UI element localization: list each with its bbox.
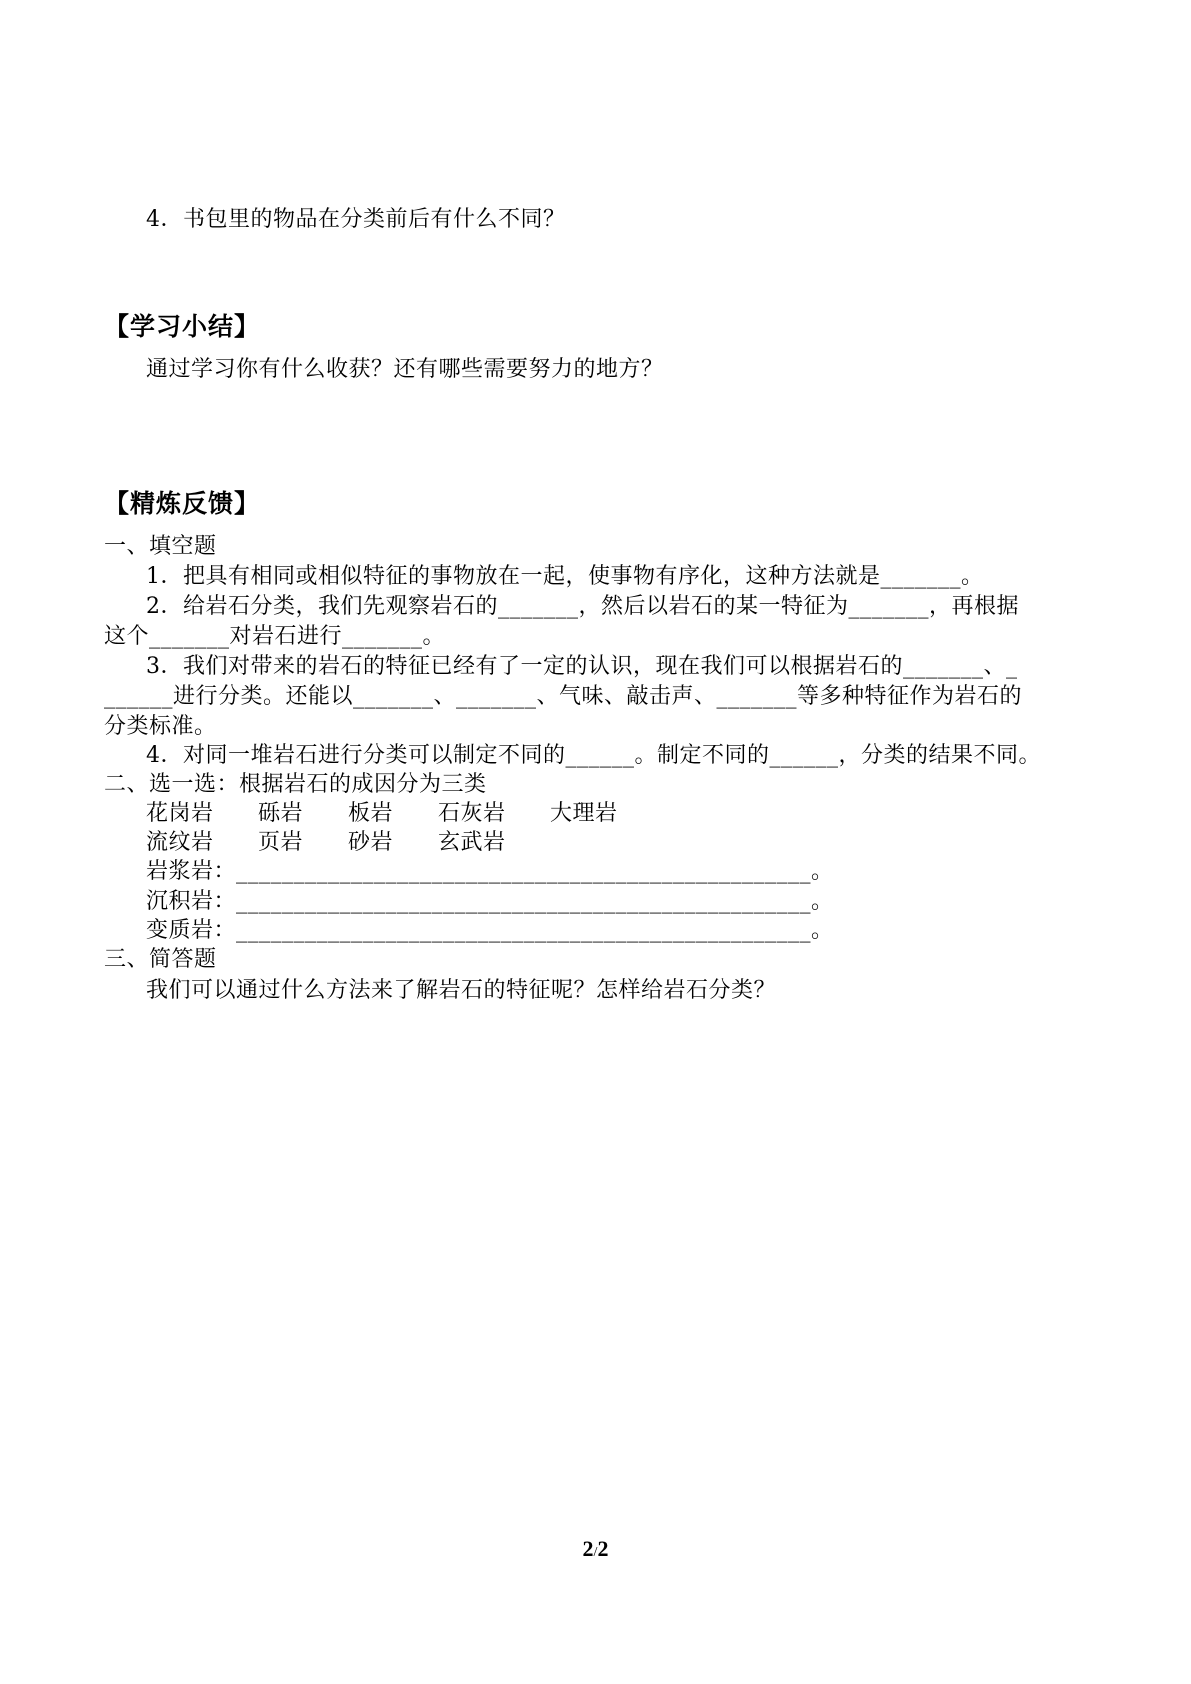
rock-name: 板岩 xyxy=(348,801,394,826)
rock-name: 玄武岩 xyxy=(438,830,506,855)
fill-blank-q2-line1: 2．给岩石分类，我们先观察岩石的_______，然后以岩石的某一特征为_______，再根据 xyxy=(146,594,1019,619)
fill-blank-q3-line3: 分类标准。 xyxy=(104,714,217,739)
rock-name: 页岩 xyxy=(258,830,304,855)
sedimentary-rock-answer: 沉积岩：__________________________________________________。 xyxy=(146,889,834,914)
rock-name: 石灰岩 xyxy=(438,801,506,826)
page-separator: / xyxy=(593,1545,598,1560)
rock-name: 砂岩 xyxy=(348,830,394,855)
summary-heading: 【学习小结】 xyxy=(104,312,261,341)
choose-title: 二、选一选：根据岩石的成因分为三类 xyxy=(104,772,487,797)
feedback-heading: 【精炼反馈】 xyxy=(104,489,261,518)
short-answer-question: 我们可以通过什么方法来了解岩石的特征呢？怎样给岩石分类？ xyxy=(146,978,777,1003)
page-number xyxy=(0,1536,1191,1562)
fill-blank-q2-line2: 这个_______对岩石进行_______。 xyxy=(104,624,446,649)
rock-name: 流纹岩 xyxy=(146,830,214,855)
total-pages: 2 xyxy=(597,1536,609,1561)
rock-name: 花岗岩 xyxy=(146,801,214,826)
fill-blank-q3-line2: ______进行分类。还能以_______、_______、气味、敲击声、_______等多种特征作为岩石的 xyxy=(104,684,1023,709)
previous-question-4: 4．书包里的物品在分类前后有什么不同？ xyxy=(146,207,566,232)
fill-blank-q3-line1: 3．我们对带来的岩石的特征已经有了一定的认识，现在我们可以根据岩石的_______、_ xyxy=(146,654,1018,679)
fill-blank-q1: 1．把具有相同或相似特征的事物放在一起，使事物有序化，这种方法就是_______。 xyxy=(146,564,984,589)
igneous-rock-answer: 岩浆岩：__________________________________________________。 xyxy=(146,859,834,884)
fill-blank-q4: 4．对同一堆岩石进行分类可以制定不同的______。制定不同的______，分类的结果不同。 xyxy=(146,743,1041,768)
current-page: 2 xyxy=(582,1536,594,1561)
summary-prompt: 通过学习你有什么收获？还有哪些需要努力的地方？ xyxy=(146,357,664,382)
fill-blank-title: 一、填空题 xyxy=(104,534,217,559)
rock-name: 大理岩 xyxy=(550,801,618,826)
rock-name: 砾岩 xyxy=(258,801,304,826)
short-answer-title: 三、简答题 xyxy=(104,947,217,972)
metamorphic-rock-answer: 变质岩：__________________________________________________。 xyxy=(146,918,834,943)
